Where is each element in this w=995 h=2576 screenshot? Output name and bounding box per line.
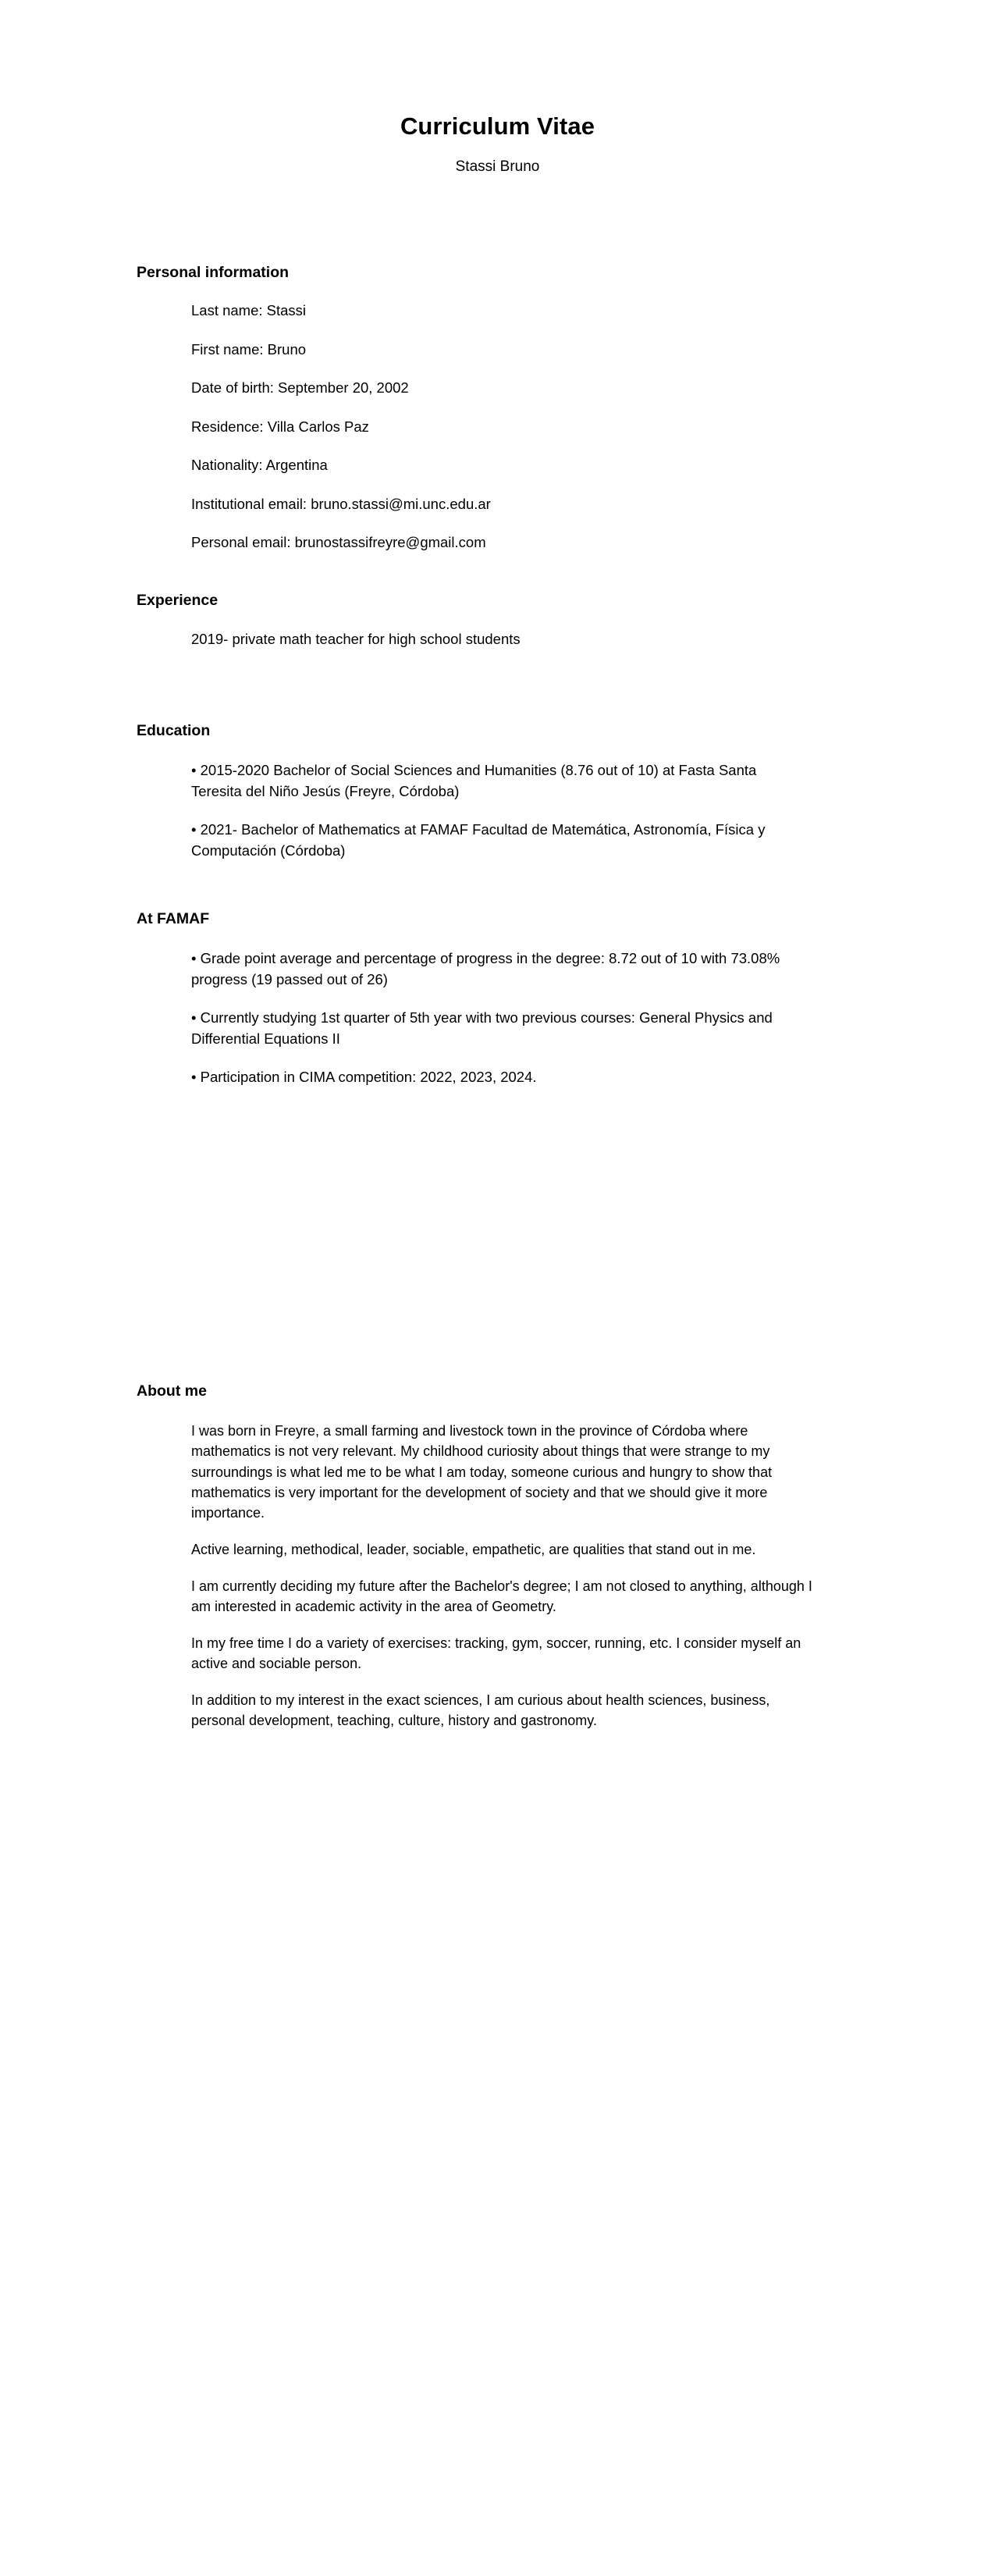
section-body-about-me <box>191 1421 839 1731</box>
section-heading-education: Education <box>137 722 211 739</box>
section-at-famaf <box>137 909 839 1087</box>
about-me-paragraph: In my free time I do a variety of exercises: tracking, gym, soccer, running, etc. I consider myself an active and sociable person. <box>191 1635 801 1672</box>
section-personal-information <box>137 263 839 553</box>
section-heading-personal-information: Personal information <box>137 264 290 281</box>
section-heading-at-famaf: At FAMAF <box>137 910 210 927</box>
personal-info-last-name: Last name: Stassi <box>191 302 307 319</box>
personal-info-residence: Residence: Villa Carlos Paz <box>191 418 369 435</box>
about-me-paragraph: I was born in Freyre, a small farming and livestock town in the province of Córdoba where mathematics is not very relevant. My childhood curiosity about things that were strange to my surroundings is what led me to be what I am today, someone curious and hungry to show that mathematics is very important for the development of society and that we should give it more importance. <box>191 1423 773 1521</box>
section-body-at-famaf <box>191 948 839 1087</box>
famaf-bullet: • Currently studying 1st quarter of 5th year with two previous courses: General Physics and Differential Equations II <box>191 1009 773 1047</box>
section-education <box>137 721 839 862</box>
famaf-bullet: • Grade point average and percentage of progress in the degree: 8.72 out of 10 with 73.08% progress (19 passed out of 26) <box>191 950 780 988</box>
education-bullet: • 2021- Bachelor of Mathematics at FAMAF Facultad de Matemática, Astronomía, Física y Computación (Córdoba) <box>191 821 766 859</box>
about-me-paragraph: In addition to my interest in the exact sciences, I am curious about health sciences, business, personal development, teaching, culture, history and gastronomy. <box>191 1692 770 1729</box>
section-about-me <box>137 1382 839 1731</box>
personal-info-institutional-email: Institutional email: bruno.stassi@mi.unc.edu.ar <box>191 495 491 512</box>
famaf-bullet: • Participation in CIMA competition: 2022, 2023, 2024. <box>191 1068 537 1085</box>
section-heading-experience: Experience <box>137 592 219 609</box>
section-body-education <box>191 760 839 861</box>
personal-info-date-of-birth: Date of birth: September 20, 2002 <box>191 379 409 397</box>
about-me-paragraph: Active learning, methodical, leader, sociable, empathetic, are qualities that stand out in me. <box>191 1541 756 1557</box>
personal-info-nationality: Nationality: Argentina <box>191 457 328 474</box>
section-experience <box>137 591 839 649</box>
page-subtitle-author-name: Stassi Bruno <box>455 158 540 175</box>
section-heading-about-me: About me <box>137 1382 207 1400</box>
about-me-paragraph: I am currently deciding my future after the Bachelor's degree; I am not closed to anything, although I am interested in academic activity in the area of Geometry. <box>191 1578 812 1615</box>
personal-info-first-name: First name: Bruno <box>191 340 307 358</box>
personal-info-personal-email: Personal email: brunostassifreyre@gmail.com <box>191 534 486 551</box>
section-body-experience <box>191 630 839 649</box>
experience-item: 2019- private math teacher for high school students <box>191 631 521 648</box>
section-body-personal-information <box>191 301 839 553</box>
education-bullet: • 2015-2020 Bachelor of Social Sciences and Humanities (8.76 out of 10) at Fasta Santa Teresita del Niño Jesús (Freyre, Córdoba) <box>191 762 757 800</box>
page-title: Curriculum Vitae <box>400 112 595 140</box>
